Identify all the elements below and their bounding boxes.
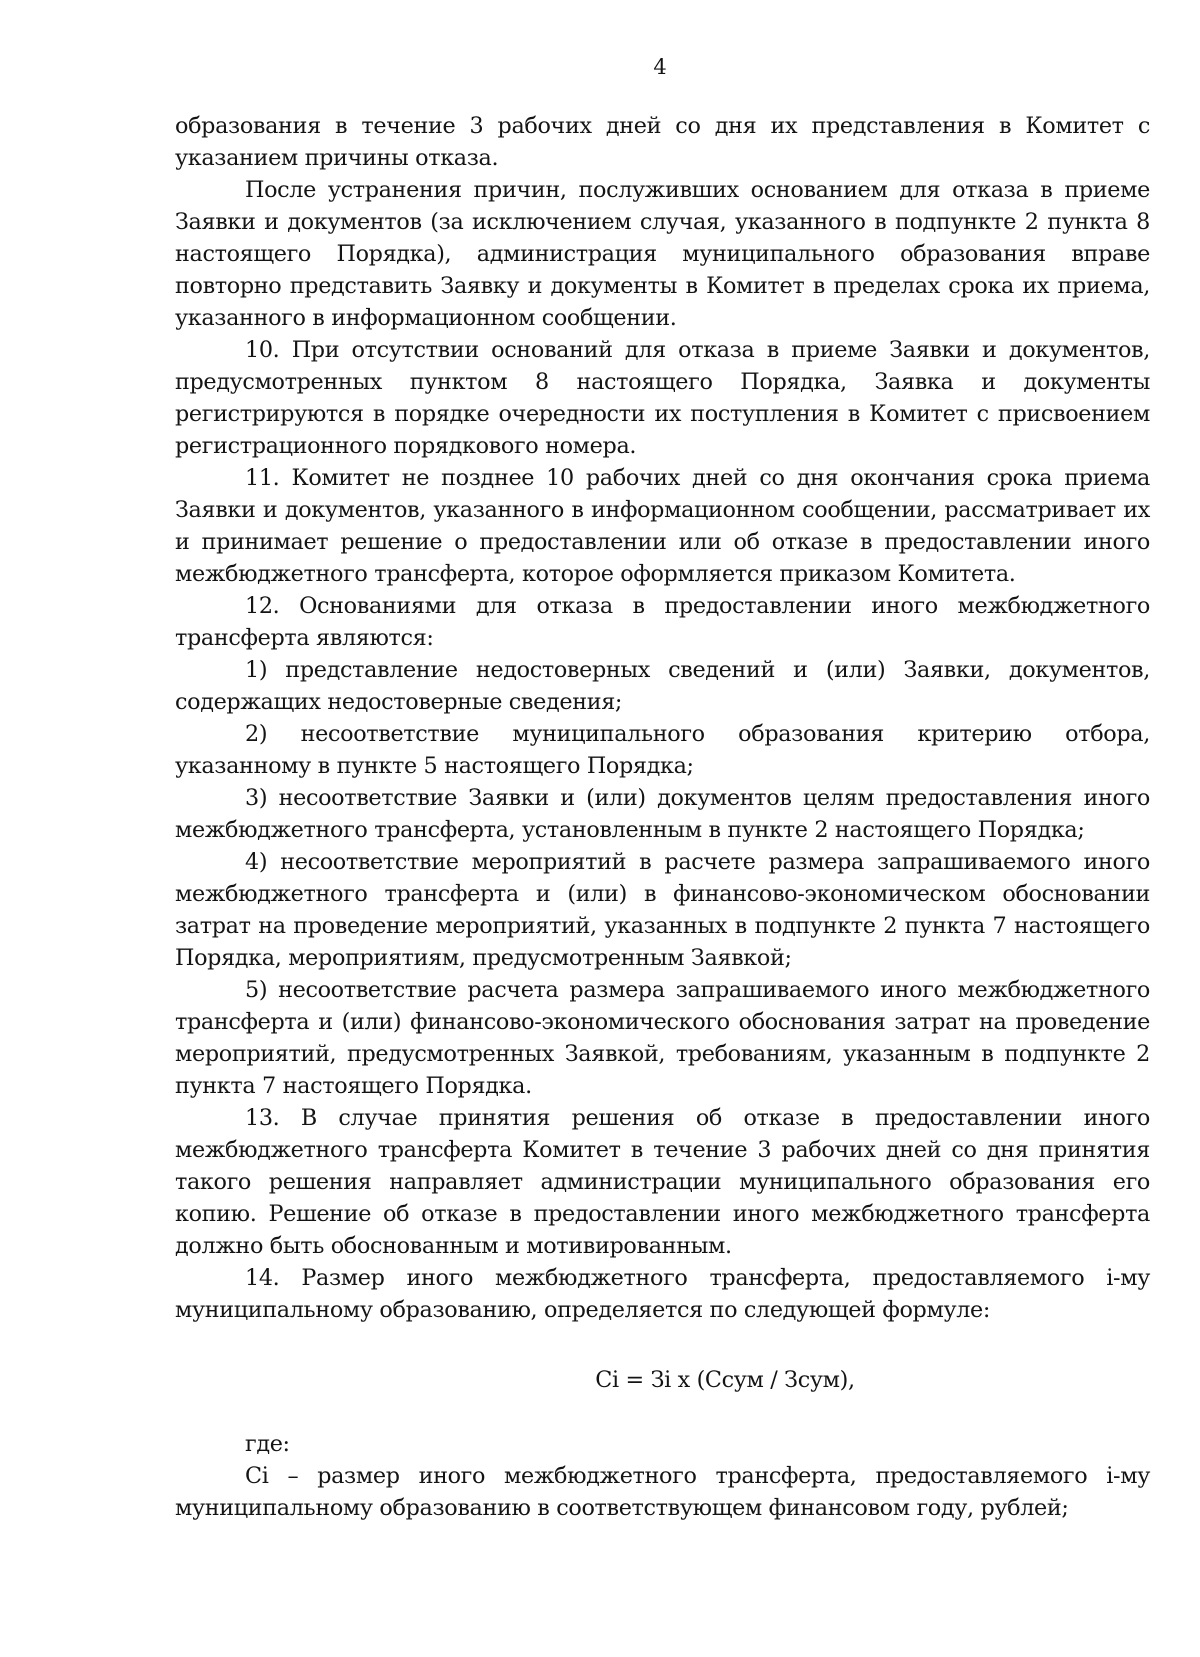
paragraph-item-10: 10. При отсутствии оснований для отказа в приеме Заявки и документов, предусмотренных пунктом 8 настоящего Порядка, Заявка и документы регистрируются в порядке очередности их поступления в Комитет с присвоением регистрационного порядкового номера. — [175, 337, 1150, 459]
where-label: где: — [245, 1431, 290, 1457]
page-number: 4 — [653, 55, 667, 79]
paragraph-item-11: 11. Комитет не позднее 10 рабочих дней со дня окончания срока приема Заявки и документов, указанного в информационном сообщении, рассматривает их и принимает решение о предоставлении или об отказе в предоставлении иного межбюджетного трансферта, которое оформляется приказом Комитета. — [175, 465, 1150, 587]
formula: Ci = Зi x (Ссум / Зсум), — [595, 1367, 855, 1393]
paragraph-item-13: 13. В случае принятия решения об отказе в предоставлении иного межбюджетного трансферта Комитет в течение 3 рабочих дней со дня принятия такого решения направляет администрации муниципального образования его копию. Решение об отказе в предоставлении иного межбюджетного трансферта должно быть обоснованным и мотивированным. — [175, 1105, 1150, 1259]
definition: Ci – размер иного межбюджетного трансферта, предоставляемого i-му муниципальному образованию в соответствующем финансовом году, рублей; — [175, 1463, 1150, 1521]
list-item: 5) несоответствие расчета размера запрашиваемого иного межбюджетного трансферта и (или) финансово-экономического обоснования затрат на проведение мероприятий, предусмотренных Заявкой, требованиям, указанным в подпункте 2 пункта 7 настоящего Порядка. — [175, 977, 1150, 1099]
paragraph-item-12: 12. Основаниями для отказа в предоставлении иного межбюджетного трансферта являются: — [175, 593, 1150, 651]
list-item: 3) несоответствие Заявки и (или) документов целям предоставления иного межбюджетного трансферта, установленным в пункте 2 настоящего Порядка; — [175, 785, 1150, 843]
list-item: 1) представление недостоверных сведений и (или) Заявки, документов, содержащих недостоверные сведения; — [175, 657, 1150, 715]
list-item: 4) несоответствие мероприятий в расчете размера запрашиваемого иного межбюджетного трансферта и (или) в финансово-экономическом обосновании затрат на проведение мероприятий, указанных в подпункте 2 пункта 7 настоящего Порядка, мероприятиям, предусмотренным Заявкой; — [175, 849, 1150, 971]
list-item: 2) несоответствие муниципального образования критерию отбора, указанному в пункте 5 настоящего Порядка; — [175, 721, 1150, 779]
paragraph: образования в течение 3 рабочих дней со дня их представления в Комитет с указанием причины отказа. — [175, 113, 1150, 171]
paragraph-item-14: 14. Размер иного межбюджетного трансферта, предоставляемого i-му муниципальному образованию, определяется по следующей формуле: — [175, 1265, 1150, 1323]
paragraph: После устранения причин, послуживших основанием для отказа в приеме Заявки и документов (за исключением случая, указанного в подпункте 2 пункта 8 настоящего Порядка), администрация муниципального образования вправе повторно представить Заявку и документы в Комитет в пределах срока их приема, указанного в информационном сообщении. — [175, 177, 1150, 331]
document-body — [175, 110, 1150, 1524]
